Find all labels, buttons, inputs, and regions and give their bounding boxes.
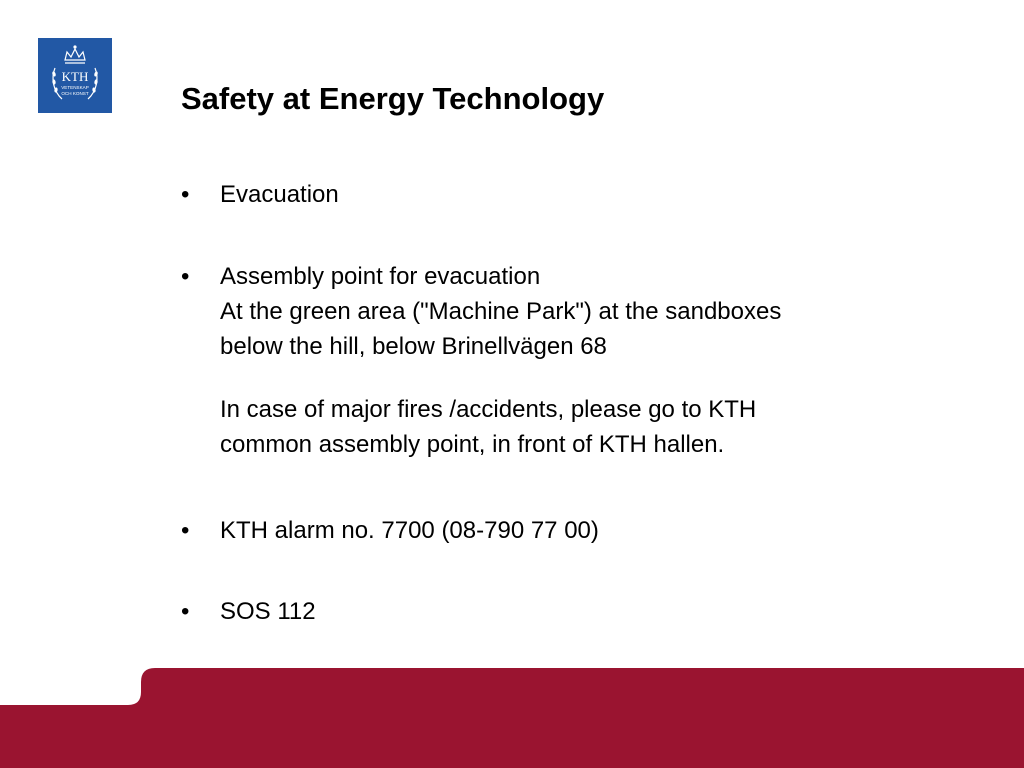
logo-subtitle-2: OCH KONST [61,91,89,96]
slide-title: Safety at Energy Technology [181,81,605,116]
bullet-line: common assembly point, in front of KTH hallen. [220,431,725,458]
bullet-line: SOS 112 [220,598,316,625]
bullet-line: In case of major fires /accidents, please go to KTH [220,396,757,423]
bullet-line: below the hill, below Brinellvägen 68 [220,333,607,360]
bullet-icon: • [181,598,190,625]
bullet-line: Assembly point for evacuation [220,263,541,290]
bullet-line: Evacuation [220,181,339,208]
bullet-line: At the green area ("Machine Park") at the sandboxes [220,298,782,325]
footer-shape [0,668,1024,768]
logo-subtitle-1: VETENSKAP [61,85,89,90]
bullet-icon: • [181,181,190,208]
bullet-icon: • [181,263,190,290]
bullet-line: KTH alarm no. 7700 (08-790 77 00) [220,517,599,544]
logo-text: KTH [61,69,89,84]
bullet-icon: • [181,517,190,544]
